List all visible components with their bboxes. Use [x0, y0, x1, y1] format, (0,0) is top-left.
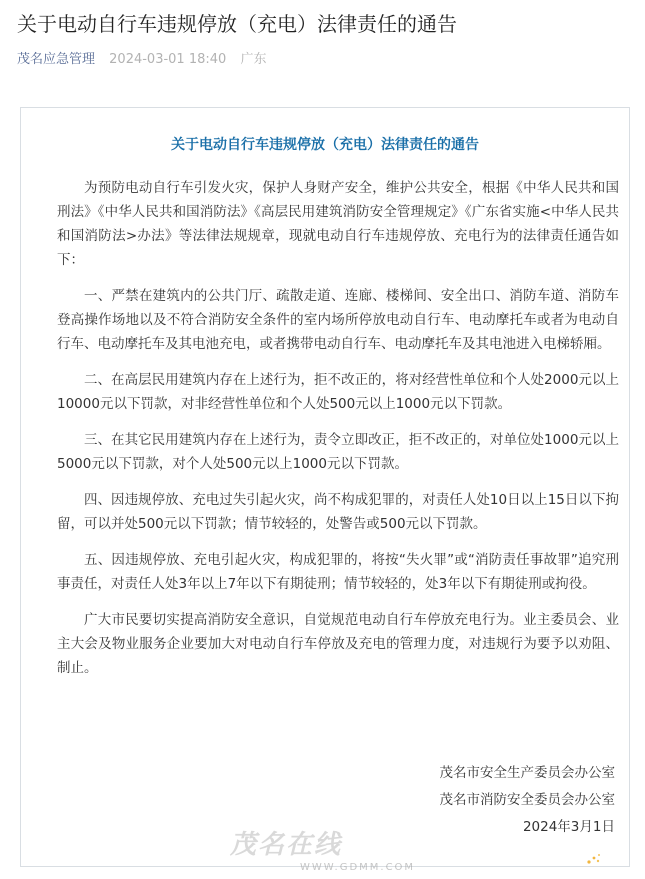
article-meta — [17, 52, 266, 68]
sparkle-icon — [586, 852, 602, 866]
signature-safety-committee: 茂名市安全生产委员会办公室 — [439, 765, 615, 781]
signature-date: 2024年3月1日 — [522, 819, 615, 835]
notice-heading: 关于电动自行车违规停放（充电）法律责任的通告 — [171, 137, 479, 153]
notice-paragraph-4: 四、因违规停放、充电过失引起火灾，尚不构成犯罪的，对责任人处10日以上15日以下拘留，可以并处500元以下罚款；情节较轻的，处警告或500元以下罚款。 — [57, 492, 619, 532]
notice-paragraph-intro: 为预防电动自行车引发火灾，保护人身财产安全，维护公共安全，根据《中华人民共和国刑法》《中华人民共和国消防法》《高层民用建筑消防安全管理规定》《广东省实施<中华人民共和国消防法>办法》等法律法规规章，现就电动自行车违规停放、充电行为的法律责任通告如下： — [57, 180, 619, 268]
article-title: 关于电动自行车违规停放（充电）法律责任的通告 — [17, 12, 457, 36]
notice-paragraph-5: 五、因违规停放、充电引起火灾，构成犯罪的，将按“失火罪”或“消防责任事故罪”追究刑事责任，对责任人处3年以上7年以下有期徒刑；情节较轻的，处3年以下有期徒刑或拘役。 — [57, 552, 619, 592]
watermark-url: WWW.GDMM.COM — [300, 862, 416, 873]
notice-body — [57, 176, 619, 692]
notice-box — [20, 107, 630, 867]
signature-block — [440, 760, 616, 841]
notice-paragraph-closing: 广大市民要切实提高消防安全意识，自觉规范电动自行车停放充电行为。业主委员会、业主大会及物业服务企业要加大对电动自行车停放及充电的管理力度，对违规行为要予以劝阻、制止。 — [57, 612, 619, 676]
signature-fire-committee: 茂名市消防安全委员会办公室 — [439, 792, 615, 808]
publish-region: 广东 — [240, 52, 267, 67]
notice-paragraph-3: 三、在其它民用建筑内存在上述行为，责令立即改正，拒不改正的，对单位处1000元以上5000元以下罚款，对个人处500元以上1000元以下罚款。 — [57, 432, 619, 472]
notice-paragraph-1: 一、严禁在建筑内的公共门厅、疏散走道、连廊、楼梯间、安全出口、消防车道、消防车登高操作场地以及不符合消防安全条件的室内场所停放电动自行车、电动摩托车或者为电动自行车、电动摩托车及其电池充电，或者携带电动自行车、电动摩托车及其电池进入电梯轿厢。 — [57, 288, 619, 352]
publish-date: 2024-03-01 18:40 — [109, 52, 227, 67]
watermark-logo: 茂名在线 — [230, 830, 343, 860]
author-link[interactable]: 茂名应急管理 — [17, 52, 96, 67]
notice-paragraph-2: 二、在高层民用建筑内存在上述行为，拒不改正的，将对经营性单位和个人处2000元以上10000元以下罚款，对非经营性单位和个人处500元以上1000元以下罚款。 — [57, 372, 619, 412]
